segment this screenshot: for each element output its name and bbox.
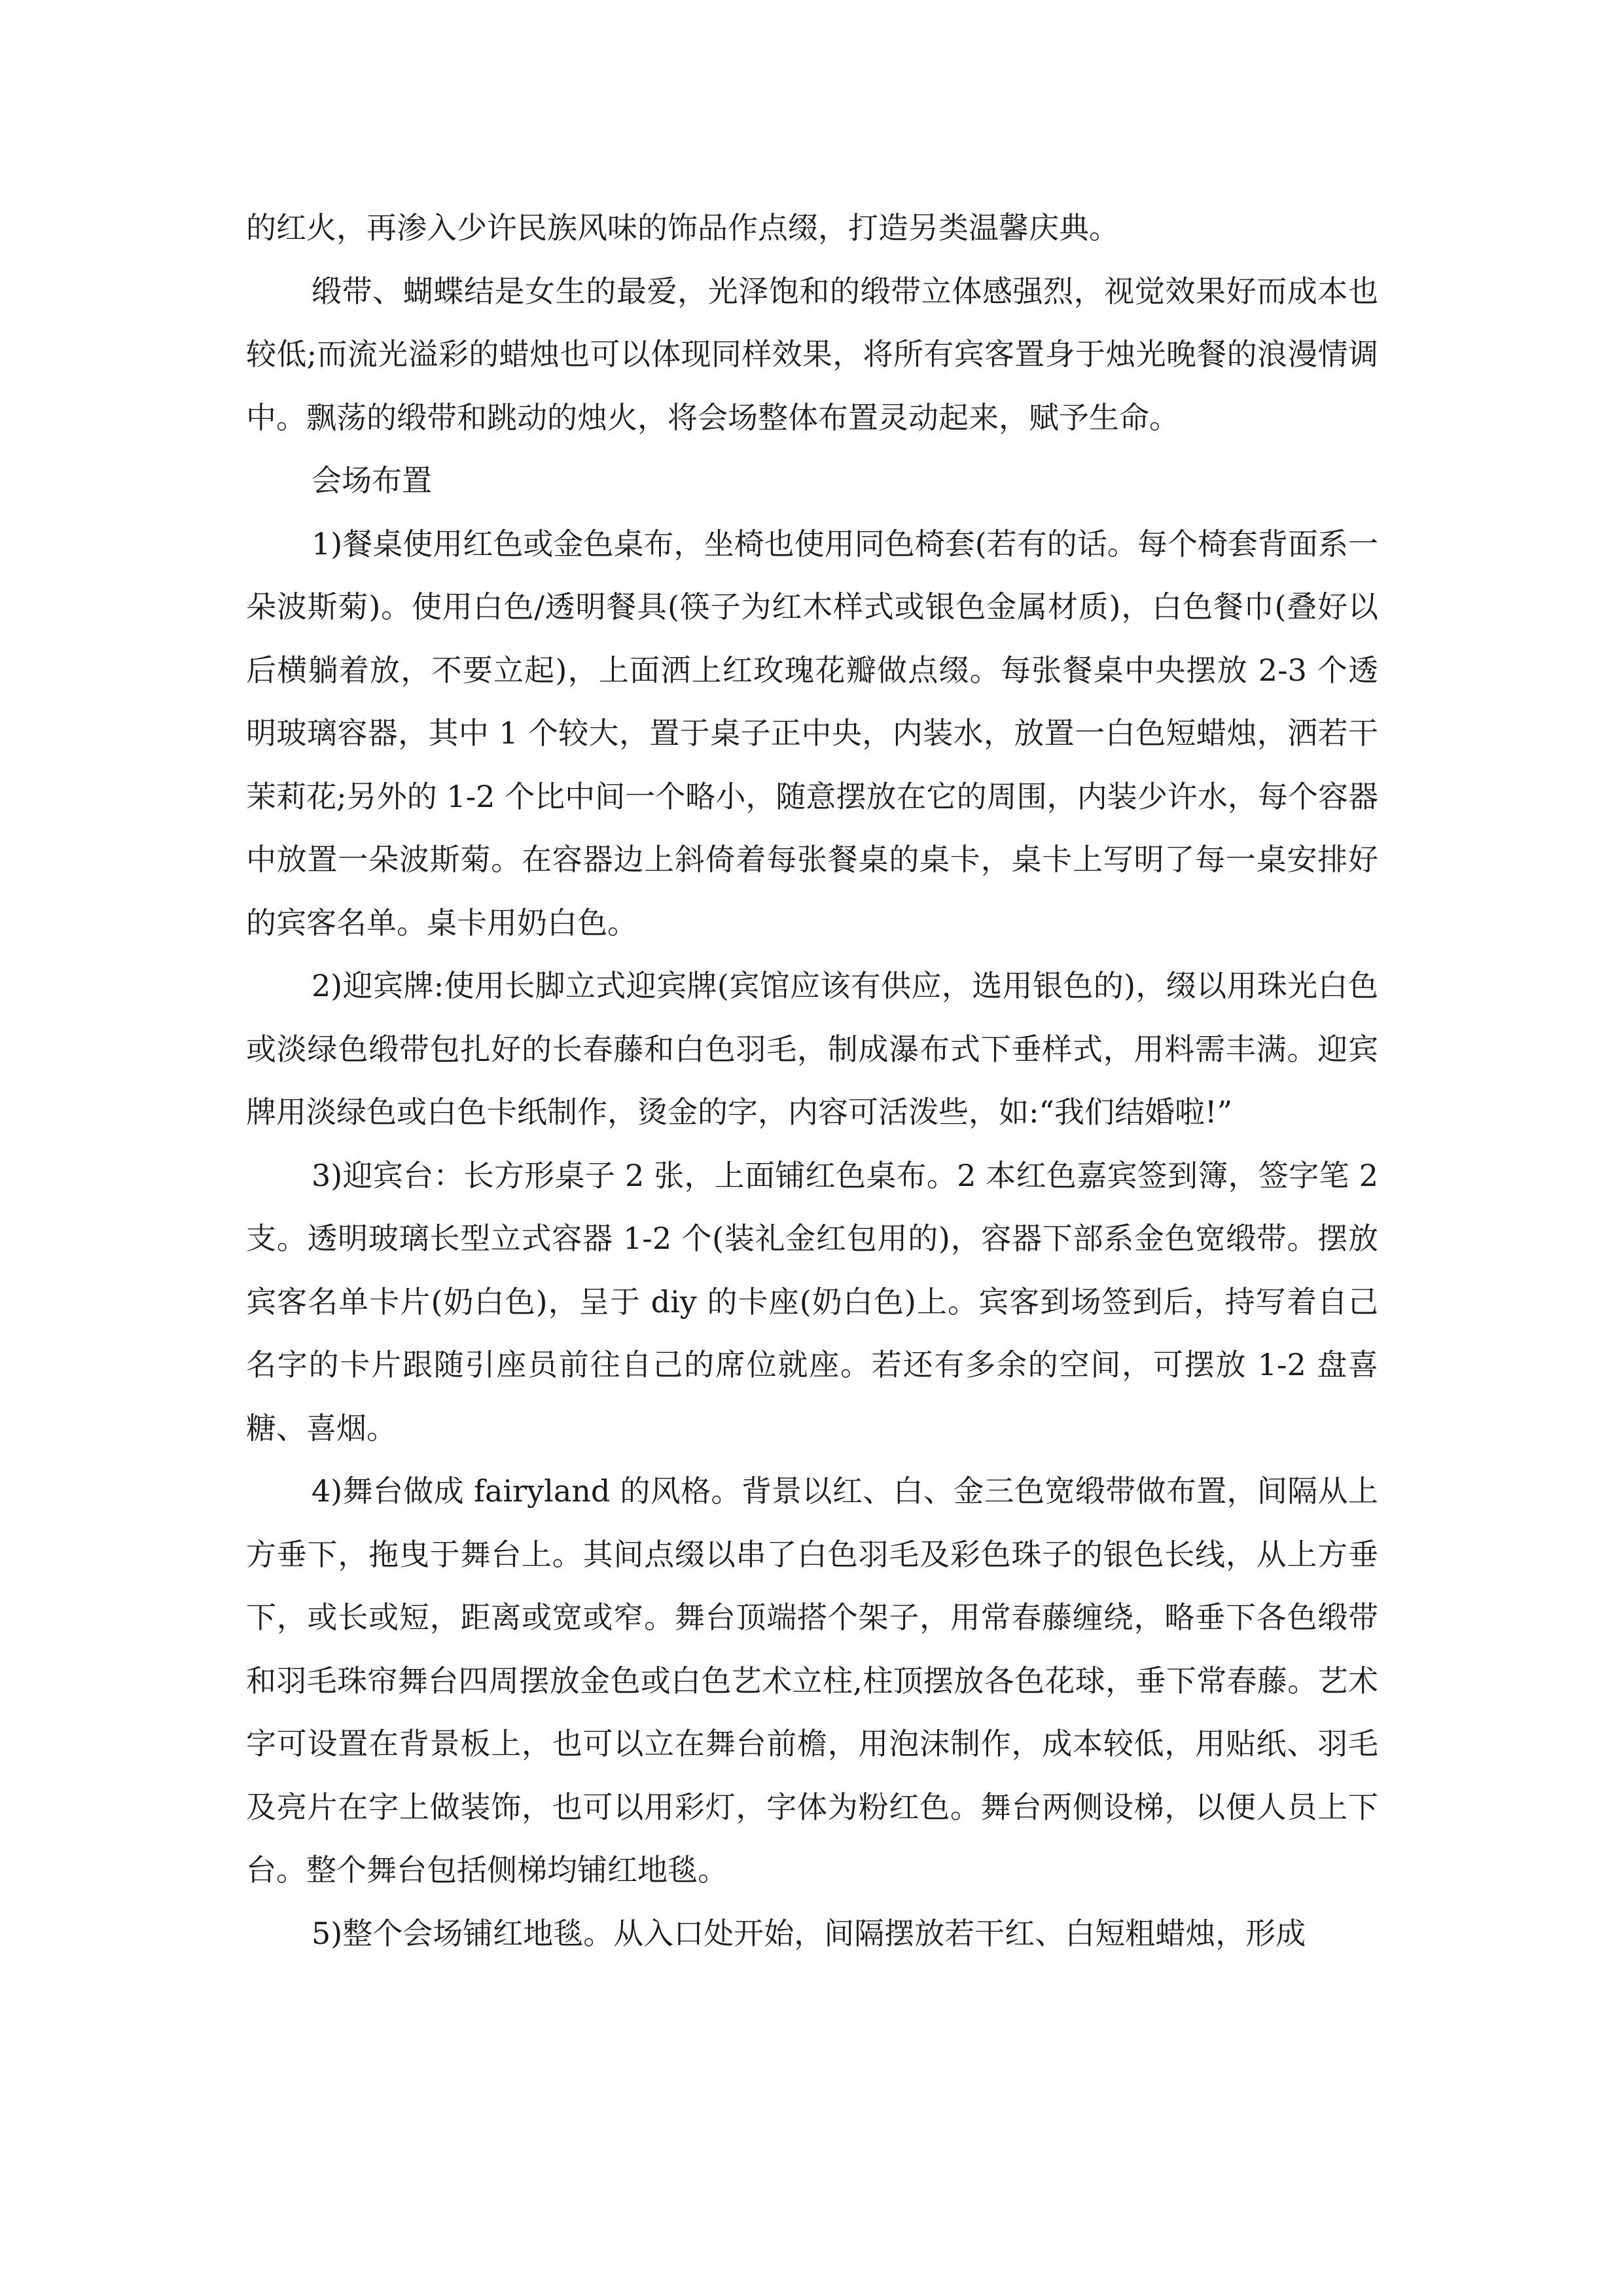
paragraph-item-1-tables: 1)餐桌使用红色或金色桌布，坐椅也使用同色椅套(若有的话。每个椅套背面系一朵波斯菊)。使用白色/透明餐具(筷子为红木样式或银色金属材质)，白色餐巾(叠好以后横躺着放，不要立起)，上面洒上红玫瑰花瓣做点缀。每张餐桌中央摆放 2-3 个透明玻璃容器，其中 1 个较大，置于桌子正中央，内装水，放置一白色短蜡烛，洒若干茉莉花;另外的 1-2 个比中间一个略小，随意摆放在它的周围，内装少许水，每个容器中放置一朵波斯菊。在容器边上斜倚着每张餐桌的桌卡，桌卡上写明了每一桌安排好的宾客名单。桌卡用奶白色。 [246, 526, 1378, 941]
paragraph-item-2-welcome-sign: 2)迎宾牌:使用长脚立式迎宾牌(宾馆应该有供应，选用银色的)，缀以用珠光白色或淡绿色缎带包扎好的长春藤和白色羽毛，制成瀑布式下垂样式，用料需丰满。迎宾牌用淡绿色或白色卡纸制作，烫金的字，内容可活泼些，如:“我们结婚啦!” [246, 968, 1378, 1130]
paragraph-ribbons-candles: 缎带、蝴蝶结是女生的最爱，光泽饱和的缎带立体感强烈，视觉效果好而成本也较低;而流光溢彩的蜡烛也可以体现同样效果，将所有宾客置身于烛光晚餐的浪漫情调中。飘荡的缎带和跳动的烛火，将会场整体布置灵动起来，赋予生命。 [246, 273, 1378, 435]
paragraph-intro-continuation: 的红火，再渗入少许民族风味的饰品作点缀，打造另类温馨庆典。 [246, 210, 1119, 245]
paragraph-item-4-stage: 4)舞台做成 fairyland 的风格。背景以红、白、金三色宽缎带做布置，间隔从上方垂下，拖曳于舞台上。其间点缀以串了白色羽毛及彩色珠子的银色长线，从上方垂下，或长或短，距离或宽或窄。舞台顶端搭个架子，用常春藤缠绕，略垂下各色缎带和羽毛珠帘舞台四周摆放金色或白色艺术立柱,柱顶摆放各色花球，垂下常春藤。艺术字可设置在背景板上，也可以立在舞台前檐，用泡沫制作，成本较低，用贴纸、羽毛及亮片在字上做装饰，也可以用彩灯，字体为粉红色。舞台两侧设梯，以便人员上下台。整个舞台包括侧梯均铺红地毯。 [246, 1473, 1378, 1888]
section-heading-venue-layout: 会场布置 [312, 463, 432, 498]
document-body [246, 196, 1378, 1965]
paragraph-item-5-carpet: 5)整个会场铺红地毯。从入口处开始，间隔摆放若干红、白短粗蜡烛，形成 [312, 1915, 1306, 1951]
paragraph-item-3-reception-desk: 3)迎宾台：长方形桌子 2 张，上面铺红色桌布。2 本红色嘉宾签到簿，签字笔 2 支。透明玻璃长型立式容器 1-2 个(装礼金红包用的)，容器下部系金色宽缎带。摆放宾客名单卡片(奶白色)，呈于 diy 的卡座(奶白色)上。宾客到场签到后，持写着自己名字的卡片跟随引座员前往自己的席位就座。若还有多余的空间，可摆放 1-2 盘喜糖、喜烟。 [246, 1157, 1378, 1446]
